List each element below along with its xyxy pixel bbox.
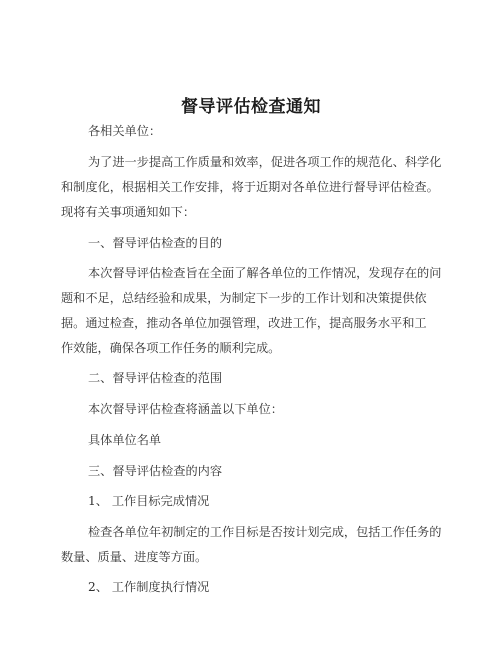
subsection-heading: 2、 工作制度执行情况 xyxy=(88,580,210,594)
paragraph-line: 检查各单位年初制定的工作目标是否按计划完成，包括工作任务的 xyxy=(88,525,442,539)
paragraph-line: 具体单位名单 xyxy=(88,433,162,447)
paragraph-line: 本次督导评估检查旨在全面了解各单位的工作情况，发现存在的问 xyxy=(88,266,442,280)
section-heading: 一、督导评估检查的目的 xyxy=(88,236,223,250)
paragraph-line: 为了进一步提高工作质量和效率，促进各项工作的规范化、科学化 xyxy=(88,155,442,169)
paragraph-line: 数量、质量、进度等方面。 xyxy=(61,550,208,564)
section-heading: 二、督导评估检查的范围 xyxy=(88,371,223,385)
paragraph-line: 作效能，确保各项工作任务的顺利完成。 xyxy=(61,341,281,355)
paragraph-line: 本次督导评估检查将涵盖以下单位： xyxy=(88,402,283,416)
paragraph-line: 题和不足，总结经验和成果，为制定下一步的工作计划和决策提供依 xyxy=(61,291,427,305)
salutation: 各相关单位： xyxy=(88,124,162,138)
paragraph-line: 据。通过检查，推动各单位加强管理，改进工作，提高服务水平和工 xyxy=(61,316,427,330)
paragraph-line: 现将有关事项通知如下： xyxy=(61,205,196,219)
paragraph-line: 和制度化，根据相关工作安排，将于近期对各单位进行督导评估检查。 xyxy=(61,180,439,194)
subsection-heading: 1、 工作目标完成情况 xyxy=(88,494,210,508)
section-heading: 三、督导评估检查的内容 xyxy=(88,464,223,478)
document-title: 督导评估检查通知 xyxy=(181,97,321,117)
